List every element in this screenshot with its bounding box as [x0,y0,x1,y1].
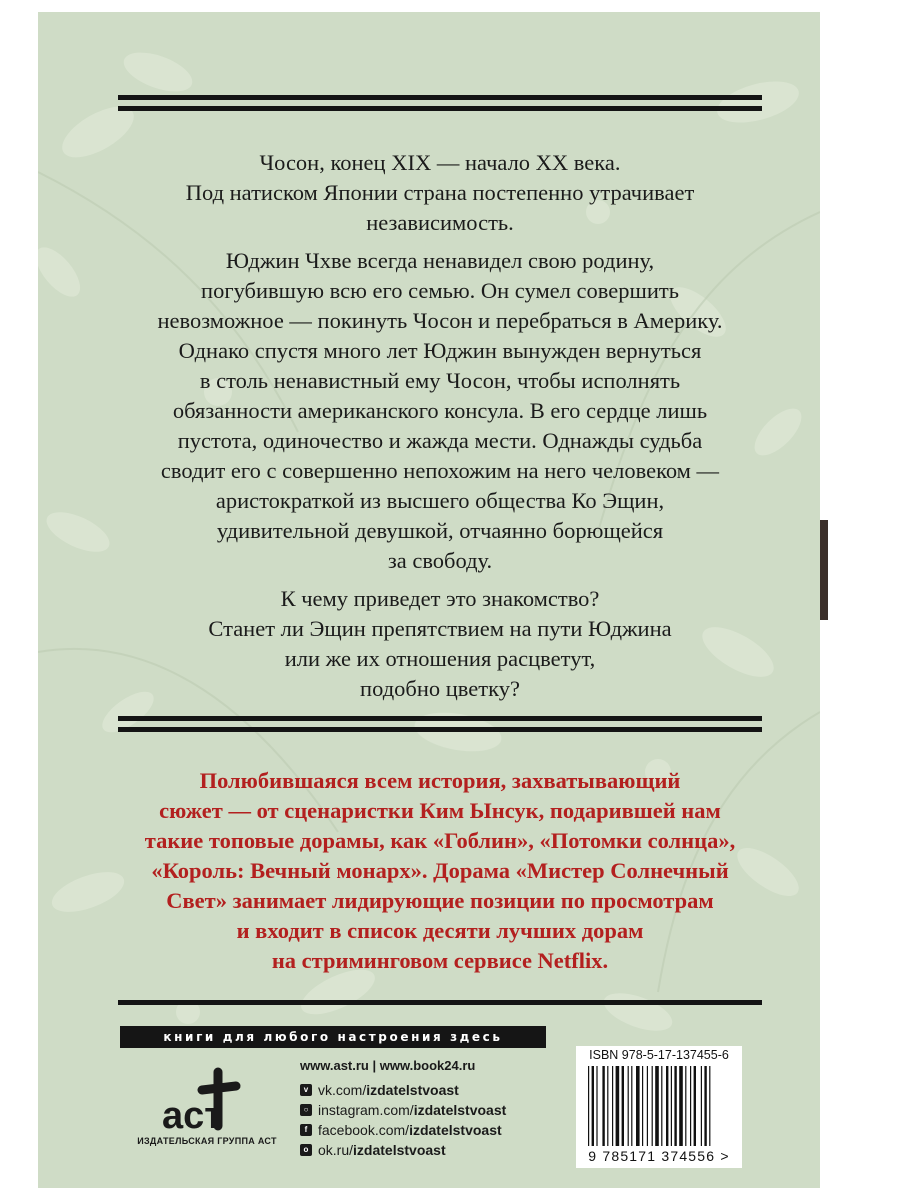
synopsis-line: обязанности американского консула. В его сердце лишь [172,398,708,423]
synopsis-line: Станет ли Эщин препятствием на пути Юджина [208,616,672,641]
synopsis-line: подобно цветку? [360,676,520,701]
social-link-vk[interactable] [300,1080,506,1100]
social-link-ok[interactable] [300,1140,506,1160]
synopsis-line: в столь ненавистный ему Чосон, чтобы исполнять [199,368,681,393]
isbn-barcode-box [576,1046,742,1168]
synopsis-line: аристократкой из высшего общества Ко Эщин, [215,488,665,513]
vk-icon: v [300,1084,312,1096]
ast-logo-icon [140,1062,280,1138]
social-handle: izdatelstvoast [413,1102,507,1118]
synopsis-line: Чосон, конец XIX — начало XX века. [259,150,621,175]
synopsis-line: погубившую всю его семью. Он сумел совершить [201,278,679,303]
social-link-instagram[interactable] [300,1100,506,1120]
promo-line: и входит в список десяти лучших дорам [236,918,644,943]
promo-line: сюжет — от сценаристки Ким Ынсук, подарившей нам [159,798,721,823]
synopsis-paragraph [120,246,760,576]
synopsis-line: Юджин Чхве всегда ненавидел свою родину, [225,248,655,273]
synopsis-line: за свободу. [387,548,493,573]
synopsis-line: независимость. [366,210,514,235]
promo-line: Свет» занимает лидирующие позиции по просмотрам [166,888,714,913]
promo-line: на стриминговом сервисе Netflix. [271,948,609,973]
synopsis-text [120,148,760,712]
social-prefix: ok.ru/ [318,1142,354,1158]
isbn-label: ISBN 978-5-17-137455-6 [589,1048,729,1062]
middle-divider [118,716,762,738]
top-divider [118,95,762,117]
synopsis-paragraph [120,148,760,238]
social-link-facebook[interactable] [300,1120,506,1140]
social-handle: izdatelstvoast [409,1122,502,1138]
publisher-logo [140,1062,280,1162]
facebook-icon: f [300,1124,312,1136]
logo-text: аст [162,1095,223,1137]
synopsis-line: Под натиском Японии страна постепенно утрачивает [185,180,695,205]
synopsis-line: К чему приведет это знакомство? [280,586,600,611]
social-prefix: facebook.com/ [318,1122,410,1138]
synopsis-paragraph [120,584,760,704]
bottom-divider [118,1000,762,1011]
websites[interactable]: www.ast.ru | www.book24.ru [300,1058,476,1073]
social-prefix: instagram.com/ [318,1102,414,1118]
synopsis-line: невозможное — покинуть Чосон и перебраться в Америку. [157,308,723,333]
barcode-digits: 9 785171 374556 > [588,1148,730,1164]
tagline-banner: книги для любого настроения здесь [120,1026,546,1048]
promo-text [120,766,760,976]
social-prefix: vk.com/ [318,1082,367,1098]
promo-line: Полюбившаяся всем история, захватывающий [199,768,681,793]
social-links [300,1080,506,1160]
synopsis-line: или же их отношения расцветут, [284,646,596,671]
instagram-icon: ○ [300,1104,312,1116]
synopsis-line: пустота, одиночество и жажда мести. Однажды судьба [177,428,703,453]
social-handle: izdatelstvoast [366,1082,459,1098]
spine-edge [820,520,828,620]
synopsis-line: Однако спустя много лет Юджин вынужден вернуться [178,338,702,363]
synopsis-line: удивительной девушкой, отчаянно борющейся [216,518,664,543]
promo-line: такие топовые дорамы, как «Гоблин», «Потомки солнца», [144,828,736,853]
social-handle: izdatelstvoast [353,1142,446,1158]
barcode [584,1066,734,1146]
publisher-name: ИЗДАТЕЛЬСКАЯ ГРУППА АСТ [137,1136,277,1146]
promo-line: «Король: Вечный монарх». Дорама «Мистер Солнечный [151,858,729,883]
synopsis-line: сводит его с совершенно непохожим на него человеком — [160,458,720,483]
ok-icon: o [300,1144,312,1156]
